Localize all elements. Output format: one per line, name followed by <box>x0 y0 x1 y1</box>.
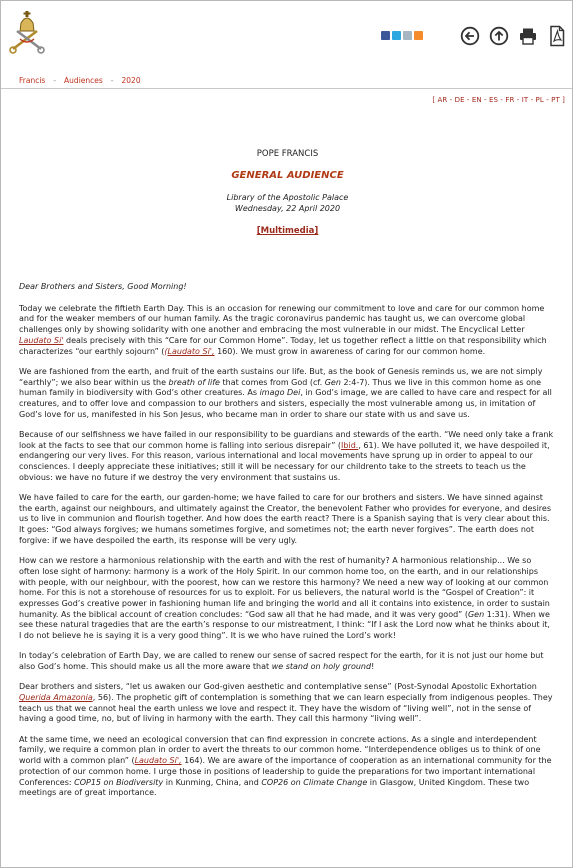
text: deals precisely with this “Care for our Common Home”. Today, let us together reflect a little on that responsibility which characterizes “our earthly sojourn” ( <box>19 335 547 356</box>
twitter-icon[interactable] <box>392 31 401 40</box>
email-icon[interactable] <box>403 31 412 40</box>
text: 1:31). When we see these natural tragedies that are the earth’s response to our mistreatment, I think: “If I ask the Lord now what he thinks about it, I do not believe he is saying it is a very good thing”. It is we who have ruined the Lord’s work! <box>19 609 550 641</box>
text: in Kunming, China, and <box>163 777 262 787</box>
paragraph <box>19 430 554 484</box>
papal-keys-tiara-icon[interactable] <box>7 9 47 57</box>
paragraph: We have failed to care for the earth, our garden-home; we have failed to care for our brothers and sisters. We have sinned against the earth, against our neighbours, and ultimately against the Creator, the benevolent Father who provides for everyone, and desires us to live in communion and flourish together. And how does the earth react? There is a Spanish saying that is very clear about this. It goes: “God always forgives; we humans sometimes forgive, and sometimes not; the earth never forgives”. The earth does not forgive: if we have despoiled the earth, its response will be very ugly. <box>19 493 551 545</box>
emphasis: breath of life <box>168 377 220 387</box>
paragraph <box>19 556 554 642</box>
text: Today we celebrate the fiftieth Earth Day. This is an occasion for renewing our commitment to love and care for our common home and for the weaker members of our human family. As the tragic coronavirus pandemic has taught us, we can overcome global challenges only by showing solidarity with one another and embracing the most vulnerable in our midst. The Encyclical Letter <box>19 303 545 335</box>
emphasis: COP15 on Biodiversity <box>74 777 164 787</box>
emphasis: COP26 on Climate Change <box>261 777 368 787</box>
pdf-icon[interactable] <box>547 25 567 47</box>
breadcrumb <box>19 76 141 85</box>
text: At the same time, we need an ecological conversion that can find expression in concrete actions. As a single and interdependent family, we require a common plan in order to avert the threats to our common home. “Interdependence obliges us to think of one world with a common plan” ( <box>19 734 541 766</box>
text: In today’s celebration of Earth Day, we are called to renew our sense of sacred respect for the earth, for it is not just our home but also God’s home. This should make us all the more aware that <box>19 651 544 672</box>
emphasis: we stand on holy ground <box>271 662 372 672</box>
text: How can we restore a harmonious relationship with the earth and with the rest of humanity? A harmonious relationship... We so often lose sight of harmony: harmony is a work of the Holy Spirit. In our common home too, on the earth, and in our relationships with people, with our neighbour, with the poorest, how can we restore this harmony? We need a new way of looking at our common home. For this is not a storehouse of resources for us to exploit. For us believers, the natural world is the “Gospel of Creation”: it expresses God’s creative power in fashioning human life and bringing the world and all it contains into existence, in order to sustain humanity. As the biblical account of creation concludes: “God saw all that he had made, and it was very good” ( <box>19 556 550 619</box>
back-arrow-icon[interactable] <box>460 25 480 47</box>
location: Library of the Apostolic Palace <box>226 193 349 202</box>
text: , 56). The prophetic gift of contemplation is something that we can learn especially from indigenous peoples. They teach us that we cannot heal the earth unless we love and respect it. They have the wisdom of “living well”, not in the sense of having a good time, no, but of living in harmony with the earth. They call this harmony “living well”. <box>19 693 553 724</box>
text: , 61). We have polluted it, we have despoiled it, endangering our very lives. For this reason, various international and local movements have sprung up in order to appeal to our consciences. I deeply appreciate these initiatives; still it will be necessary for our childrento take to the streets to teach us the obvious: we have no future if we destroy the very environment that sustains us. <box>19 440 550 482</box>
laudato-si-link[interactable]: (Laudato Si', <box>164 346 215 356</box>
laudato-si-link[interactable]: Laudato Si', <box>134 756 182 766</box>
emphasis: Gen <box>324 377 341 387</box>
breadcrumb-separator: - <box>110 76 114 85</box>
emphasis: Gen <box>467 609 485 619</box>
laudato-si-link[interactable]: Laudato Si' <box>19 335 64 345</box>
page-title: GENERAL AUDIENCE <box>231 170 344 181</box>
text: ! <box>371 662 375 672</box>
emphasis: imago Dei <box>259 388 301 398</box>
paragraph <box>19 735 554 799</box>
paragraph <box>19 651 554 672</box>
ibid-link[interactable]: Ibid. <box>341 440 359 450</box>
text: , in God’s image, we are called to have care and respect for all creatures, and to offer love and compassion to our brothers and sisters, especially the most vulnerable among us, in imitation of God’s love for us, manifested in his Son Jesus, who became man in order to share our state with us and save us. <box>19 388 552 419</box>
querida-amazonia-link[interactable]: Querida Amazonia <box>19 693 93 703</box>
rss-icon[interactable] <box>414 31 423 40</box>
text: We are fashioned from the earth, and fruit of the earth sustains our life. But, as the book of Genesis reminds us, we are not simply “earthly”; we also bear within us the <box>19 366 543 387</box>
article-body <box>19 282 554 809</box>
divider <box>1 88 572 89</box>
text: 164). We are aware of the importance of cooperation as an international community for the protection of our common home. I urge those in positions of leadership to guide the preparations for two important international Conferences: <box>19 756 552 787</box>
breadcrumb-separator: - <box>53 76 57 85</box>
paragraph <box>19 304 554 358</box>
paragraph <box>19 682 554 725</box>
location-date <box>1 192 573 214</box>
top-arrow-icon[interactable] <box>489 25 509 47</box>
breadcrumb-francis[interactable]: Francis <box>19 76 46 85</box>
text: Dear brothers and sisters, “let us awaken our God-given aesthetic and contemplative sense” (Post-Synodal Apostolic Exhortation <box>19 682 537 692</box>
breadcrumb-year[interactable]: 2020 <box>121 76 141 85</box>
text: that comes from God (cf. <box>219 377 325 387</box>
social-share <box>381 31 423 40</box>
facebook-icon[interactable] <box>381 31 390 40</box>
toolbar <box>460 25 567 47</box>
paragraph <box>19 367 554 421</box>
language-links[interactable]: [ AR - DE - EN - ES - FR - IT - PL - PT ] <box>432 96 565 104</box>
text: in Glasgow, United Kingdom. These two meetings are of great importance. <box>19 777 530 798</box>
pope-heading: POPE FRANCIS <box>256 149 319 159</box>
date: Wednesday, 22 April 2020 <box>234 204 341 213</box>
print-icon[interactable] <box>518 25 538 47</box>
breadcrumb-audiences[interactable]: Audiences <box>64 76 103 85</box>
text: Because of our selfishness we have failed in our responsibility to be guardians and stewards of the earth. “We need only take a frank look at the facts to see that our common home is falling into serious disrepair” ( <box>19 429 554 450</box>
header <box>1 1 572 63</box>
multimedia-link[interactable]: [Multimedia] <box>256 226 319 236</box>
text: 2:4-7). Thus we live in this common home as one human family in biodiversity with God’s other creatures. As <box>19 377 541 398</box>
text: 160). We must grow in awareness of caring for our common home. <box>214 346 486 356</box>
greeting: Dear Brothers and Sisters, Good Morning! <box>19 282 187 291</box>
